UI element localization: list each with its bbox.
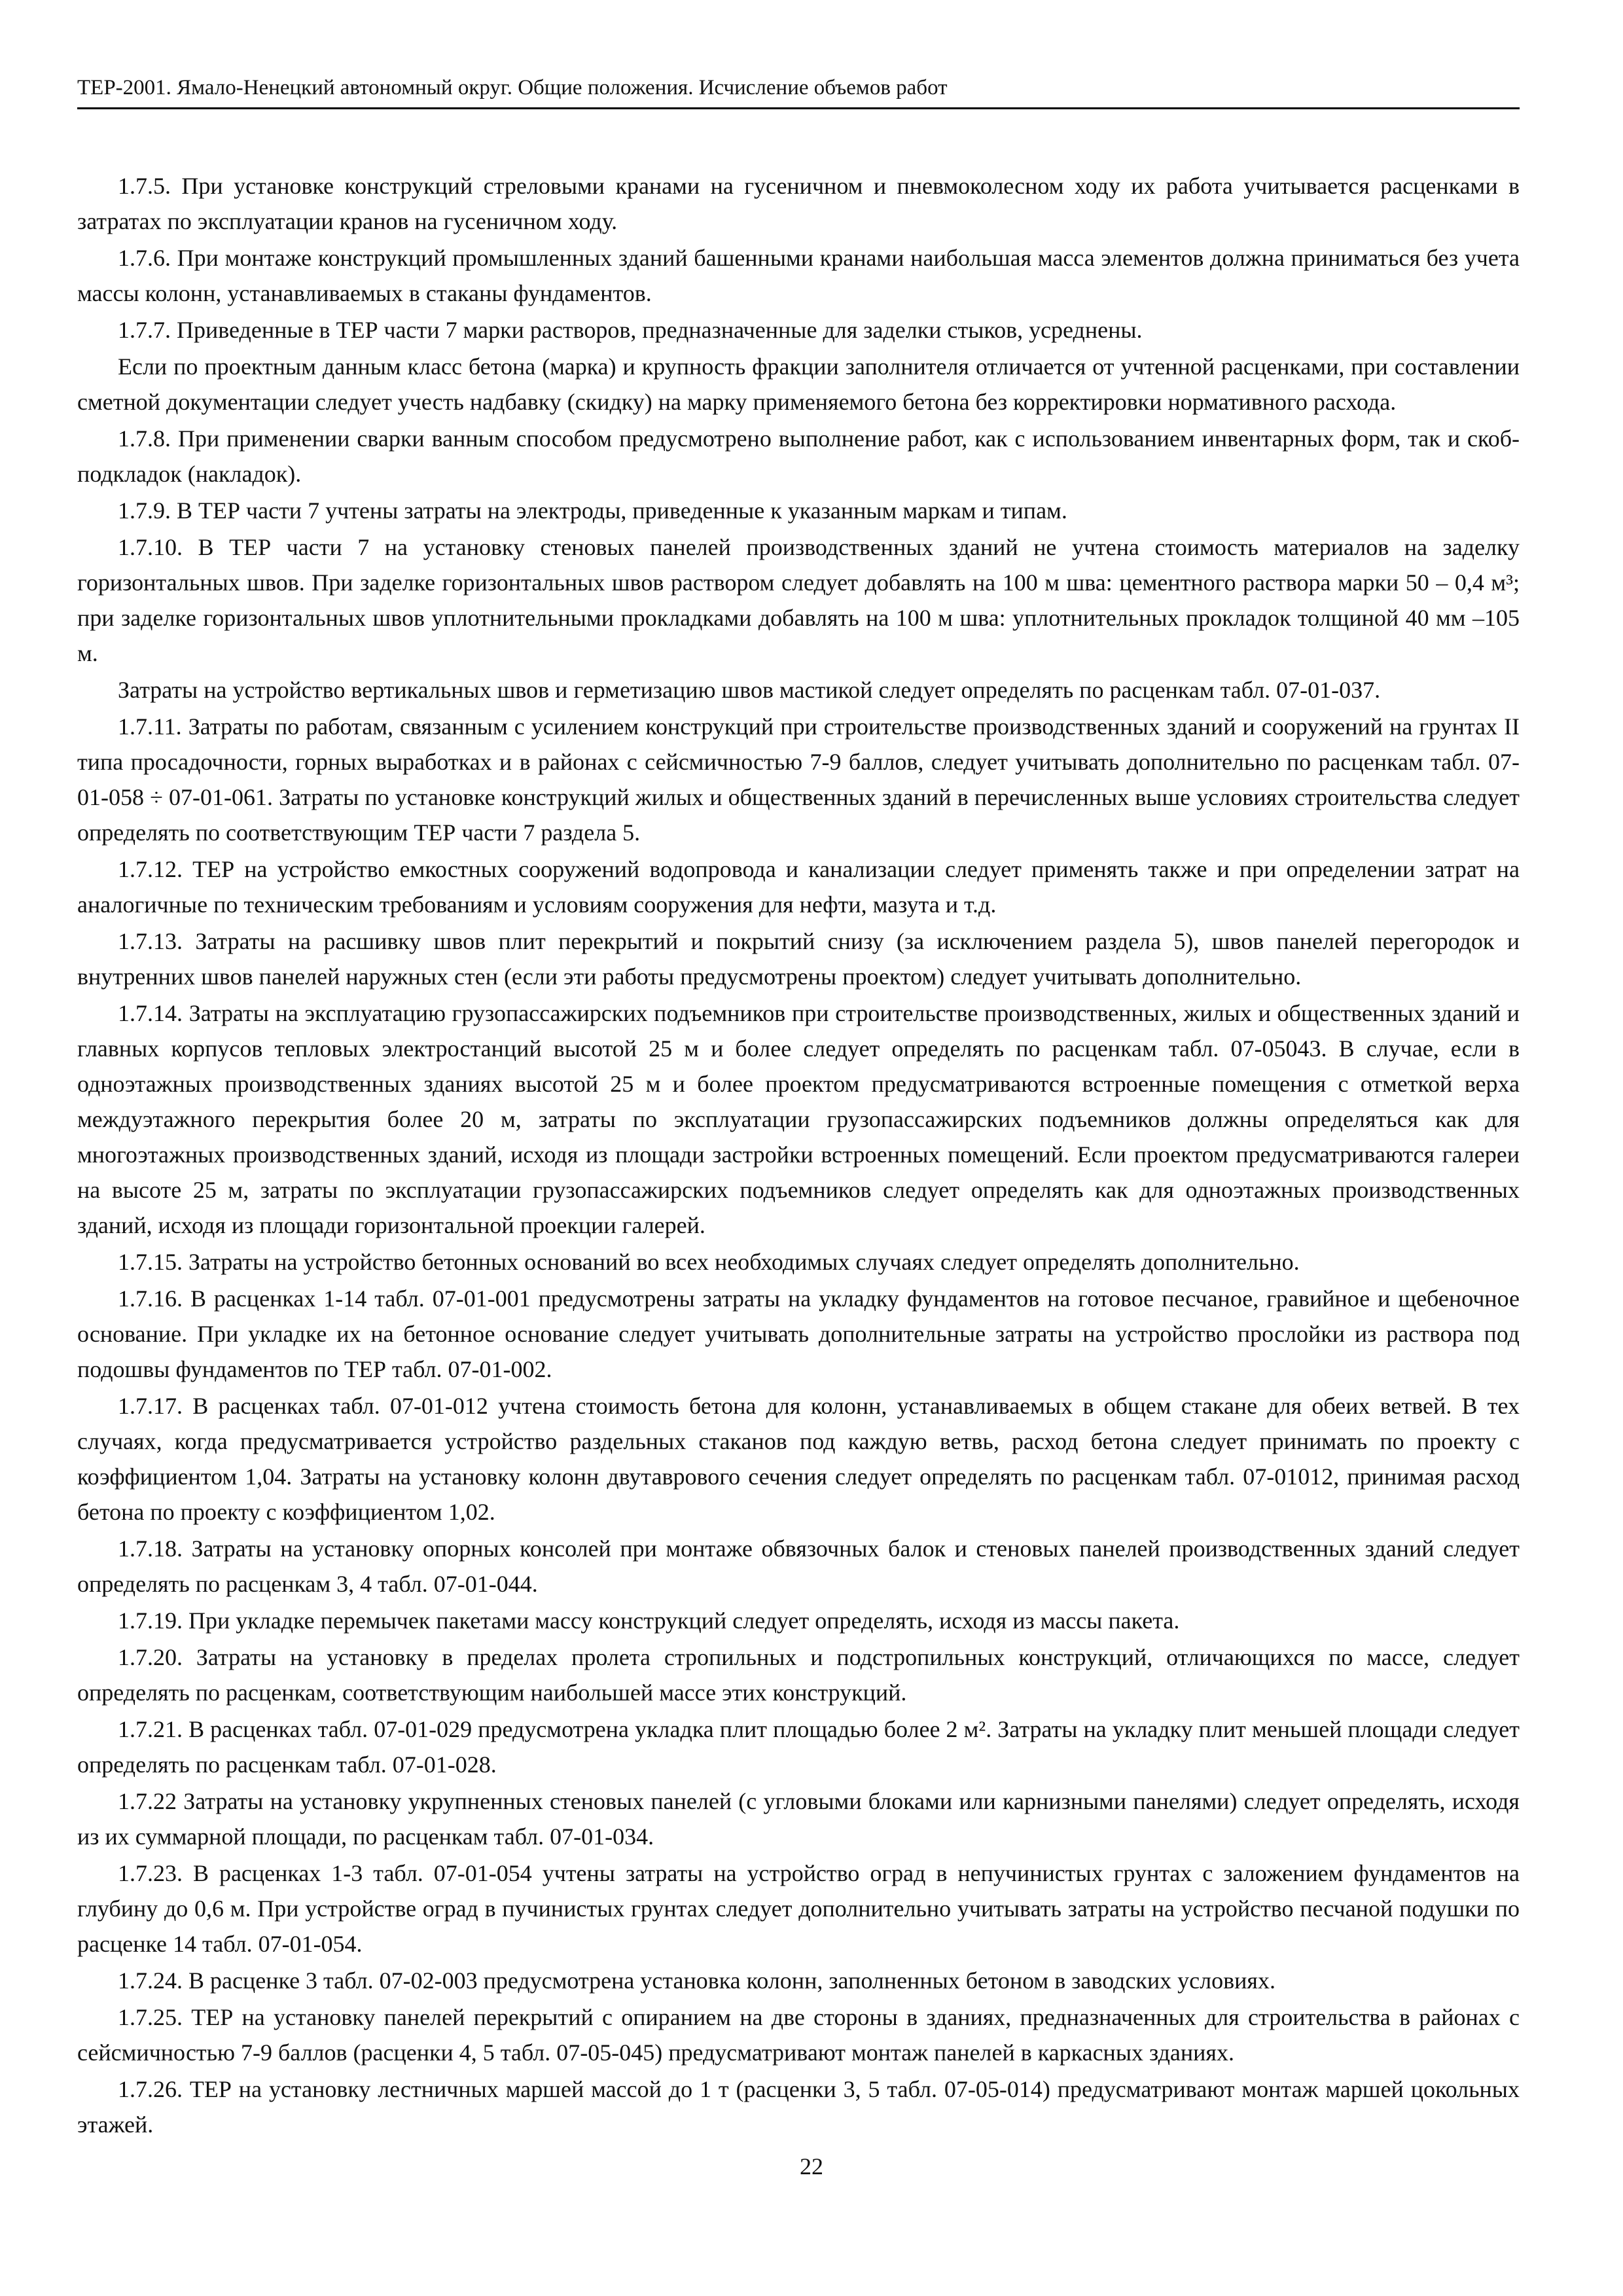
- paragraph-1-7-7: 1.7.7. Приведенные в ТЕР части 7 марки растворов, предназначенные для заделки стыков, усреднены.: [118, 317, 1143, 343]
- paragraph-1-7-14: 1.7.14. Затраты на эксплуатацию грузопассажирских подъемников при строительстве производственных, жилых и общественных зданий и главных корпусов тепловых электростанций высотой 25 м и более следует определять по расценкам табл. 07-05043. В случае, если в одноэтажных производственных зданиях высотой 25 м и более проектом предусматриваются встроенные помещения с отметкой верха междуэтажного перекрытия более 20 м, затраты по эксплуатации грузопассажирских подъемников должны определяться как для многоэтажных производственных зданий, исходя из площади застройки встроенных помещений. Если проектом предусматриваются галереи на высоте 25 м, затраты по эксплуатации грузопассажирских подъемников следует определять как для одноэтажных производственных зданий, исходя из площади горизонтальной проекции галерей.: [77, 1000, 1520, 1238]
- running-header: ТЕР-2001. Ямало-Ненецкий автономный округ. Общие положения. Исчисление объемов работ: [77, 73, 1520, 109]
- paragraph-1-7-22: 1.7.22 Затраты на установку укрупненных стеновых панелей (с угловыми блоками или карнизными панелями) следует определять, исходя из их суммарной площади, по расценкам табл. 07-01-034.: [77, 1788, 1520, 1850]
- paragraph-1-7-15: 1.7.15. Затраты на устройство бетонных оснований во всех необходимых случаях следует определять дополнительно.: [118, 1249, 1300, 1275]
- paragraph-1-7-18: 1.7.18. Затраты на установку опорных консолей при монтаже обвязочных балок и стеновых панелей производственных зданий следует определять по расценкам 3, 4 табл. 07-01-044.: [77, 1535, 1520, 1597]
- document-body: [77, 168, 1520, 2142]
- paragraph-1-7-23: 1.7.23. В расценках 1-3 табл. 07-01-054 учтены затраты на устройство оград в непучинистых грунтах с заложением фундаментов на глубину до 0,6 м. При устройстве оград в пучинистых грунтах следует дополнительно учитывать затраты на устройство песчаной подушки по расценке 14 табл. 07-01-054.: [77, 1860, 1520, 1957]
- paragraph-1-7-8: 1.7.8. При применении сварки ванным способом предусмотрено выполнение работ, как с использованием инвентарных форм, так и скоб-подкладок (накладок).: [77, 425, 1520, 487]
- paragraph-1-7-10-continued: Затраты на устройство вертикальных швов и герметизацию швов мастикой следует определять по расценкам табл. 07-01-037.: [118, 677, 1381, 703]
- paragraph-1-7-5: 1.7.5. При установке конструкций стреловыми кранами на гусеничном и пневмоколесном ходу их работа учитывается расценками в затратах по эксплуатации кранов на гусеничном ходу.: [77, 173, 1520, 234]
- page-number: 22: [800, 2153, 823, 2179]
- paragraph-1-7-24: 1.7.24. В расценке 3 табл. 07-02-003 предусмотрена установка колонн, заполненных бетоном в заводских условиях.: [118, 1967, 1275, 1994]
- paragraph-1-7-9: 1.7.9. В ТЕР части 7 учтены затраты на электроды, приведенные к указанным маркам и типам.: [118, 497, 1067, 524]
- paragraph-1-7-20: 1.7.20. Затраты на установку в пределах пролета стропильных и подстропильных конструкций, отличающихся по массе, следует определять по расценкам, соответствующим наибольшей массе этих конструкций.: [77, 1644, 1520, 1706]
- paragraph-1-7-26: 1.7.26. ТЕР на установку лестничных маршей массой до 1 т (расценки 3, 5 табл. 07-05-014) предусматривают монтаж маршей цокольных этажей.: [77, 2076, 1520, 2138]
- paragraph-1-7-6: 1.7.6. При монтаже конструкций промышленных зданий башенными кранами наибольшая масса элементов должна приниматься без учета массы колонн, устанавливаемых в стаканы фундаментов.: [77, 245, 1520, 306]
- paragraph-1-7-19: 1.7.19. При укладке перемычек пакетами массу конструкций следует определять, исходя из массы пакета.: [118, 1607, 1180, 1634]
- paragraph-1-7-10: 1.7.10. В ТЕР части 7 на установку стеновых панелей производственных зданий не учтена стоимость материалов на заделку горизонтальных швов. При заделке горизонтальных швов раствором следует добавлять на 100 м шва: цементного раствора марки 50 – 0,4 м³; при заделке горизонтальных швов уплотнительными прокладками добавлять на 100 м шва: уплотнительных прокладок толщиной 40 мм –105 м.: [77, 534, 1520, 666]
- paragraph-1-7-16: 1.7.16. В расценках 1-14 табл. 07-01-001 предусмотрены затраты на укладку фундаментов на готовое песчаное, гравийное и щебеночное основание. При укладке их на бетонное основание следует учитывать дополнительные затраты на устройство прослойки из раствора под подошвы фундаментов по ТЕР табл. 07-01-002.: [77, 1285, 1520, 1382]
- paragraph-1-7-17: 1.7.17. В расценках табл. 07-01-012 учтена стоимость бетона для колонн, устанавливаемых в общем стакане для обеих ветвей. В тех случаях, когда предусматривается устройство раздельных стаканов под каждую ветвь, расход бетона следует принимать по проекту с коэффициентом 1,04. Затраты на установку колонн двутаврового сечения следует определять по расценкам табл. 07-01012, принимая расход бетона по проекту с коэффициентом 1,02.: [77, 1393, 1520, 1525]
- paragraph-1-7-7-continued: Если по проектным данным класс бетона (марка) и крупность фракции заполнителя отличается от учтенной расценками, при составлении сметной документации следует учесть надбавку (скидку) на марку применяемого бетона без корректировки нормативного расхода.: [77, 353, 1520, 415]
- paragraph-1-7-25: 1.7.25. ТЕР на установку панелей перекрытий с опиранием на две стороны в зданиях, предназначенных для строительства в районах с сейсмичностью 7-9 баллов (расценки 4, 5 табл. 07-05-045) предусматривают монтаж панелей в каркасных зданиях.: [77, 2004, 1520, 2066]
- paragraph-1-7-13: 1.7.13. Затраты на расшивку швов плит перекрытий и покрытий снизу (за исключением раздела 5), швов панелей перегородок и внутренних швов панелей наружных стен (если эти работы предусмотрены проектом) следует учитывать дополнительно.: [77, 928, 1520, 990]
- paragraph-1-7-11: 1.7.11. Затраты по работам, связанным с усилением конструкций при строительстве производственных зданий и сооружений на грунтах II типа просадочности, горных выработках и в районах с сейсмичностью 7-9 баллов, следует учитывать дополнительно по расценкам табл. 07-01-058 ÷ 07-01-061. Затраты по установке конструкций жилых и общественных зданий в перечисленных выше условиях строительства следует определять по соответствующим ТЕР части 7 раздела 5.: [77, 713, 1520, 846]
- paragraph-1-7-21: 1.7.21. В расценках табл. 07-01-029 предусмотрена укладка плит площадью более 2 м². Затраты на укладку плит меньшей площади следует определять по расценкам табл. 07-01-028.: [77, 1716, 1520, 1778]
- paragraph-1-7-12: 1.7.12. ТЕР на устройство емкостных сооружений водопровода и канализации следует применять также и при определении затрат на аналогичные по техническим требованиям и условиям сооружения для нефти, мазута и т.д.: [77, 856, 1520, 918]
